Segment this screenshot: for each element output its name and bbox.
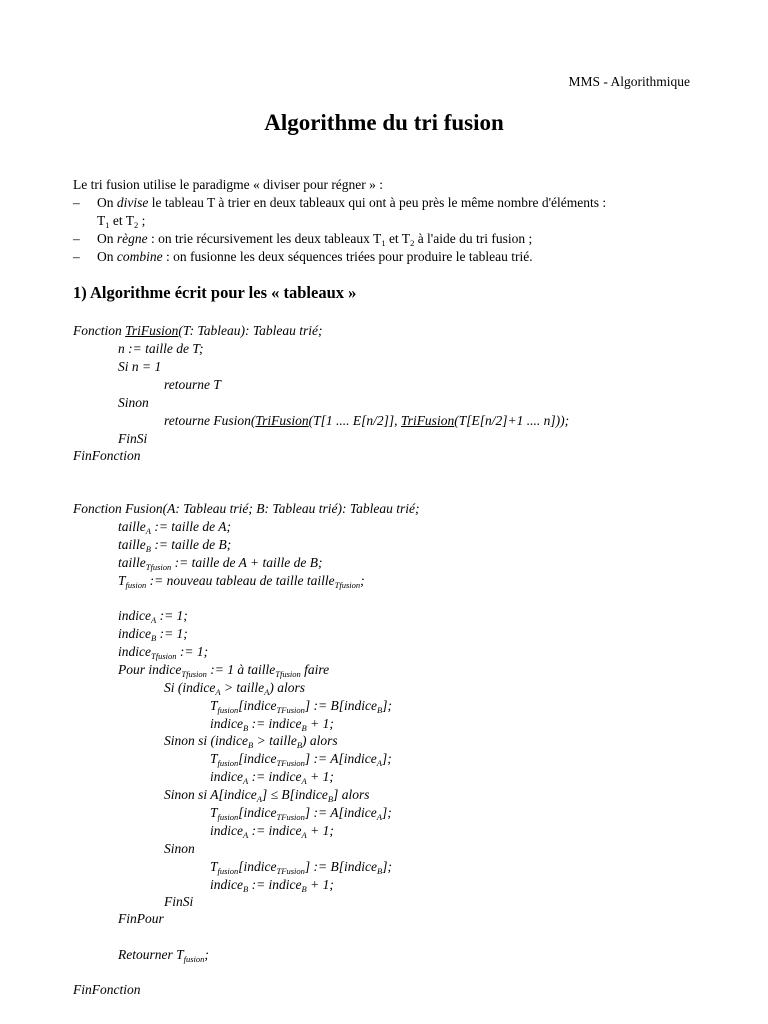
code-line: retourne T — [164, 377, 221, 392]
subscript: A — [151, 615, 157, 625]
code-line — [210, 858, 392, 876]
subscript: TFusion — [276, 705, 305, 715]
subscript: Tfusion — [151, 651, 177, 661]
subscript: A — [243, 776, 249, 786]
bullet-text: On — [97, 249, 117, 264]
text: ; — [138, 213, 146, 228]
subscript: fusion — [217, 812, 239, 822]
code-text: ] := B[indice — [304, 859, 377, 874]
code-text: := taille de B; — [150, 537, 232, 552]
subscript: TFusion — [276, 758, 305, 768]
code-text: [indice — [238, 698, 277, 713]
section-heading: 1) Algorithme écrit pour les « tableaux » — [73, 283, 357, 302]
bullet-emphasis: combine — [116, 249, 163, 264]
code-text: > taille — [220, 680, 265, 695]
code-text: indice — [210, 769, 243, 784]
code-text: := 1; — [156, 608, 188, 623]
code-text: Fonction — [73, 323, 126, 338]
code-line — [118, 554, 322, 572]
code-line: n := taille de T; — [118, 341, 204, 356]
code-text: T — [210, 805, 218, 820]
code-text: ; — [360, 573, 365, 588]
code-text: taille — [118, 537, 146, 552]
code-line: Si n = 1 — [118, 359, 162, 374]
code-text: T — [210, 751, 218, 766]
code-text: [indice — [238, 805, 277, 820]
code-line — [118, 607, 188, 625]
code-text: (T: Tableau): Tableau trié; — [178, 323, 323, 338]
code-line: FinSi — [118, 431, 148, 446]
code-text: := 1; — [156, 626, 188, 641]
subscript: TFusion — [276, 866, 305, 876]
subscript: B — [248, 740, 254, 750]
subscript: B — [377, 866, 383, 876]
code-text: retourne Fusion( — [164, 413, 256, 428]
subscript: A — [145, 526, 151, 536]
code-text: ) alors — [269, 680, 306, 695]
code-text: := indice — [248, 716, 302, 731]
subscript: A — [243, 830, 249, 840]
intro-line: Le tri fusion utilise le paradigme « diviser pour régner » : — [73, 177, 384, 192]
bullet-emphasis: divise — [116, 195, 149, 210]
subscript: 2 — [134, 220, 139, 230]
code-text: indice — [210, 877, 243, 892]
document-header: MMS - Algorithmique — [568, 74, 690, 89]
bullet-dash: – — [73, 231, 80, 246]
code-line: FinSi — [164, 894, 194, 909]
function-name: TriFusion — [400, 413, 455, 428]
code-text: indice — [118, 644, 151, 659]
code-text: ] := A[indice — [304, 751, 377, 766]
code-text: indice — [118, 608, 151, 623]
code-line — [118, 643, 208, 661]
code-line — [118, 518, 231, 536]
subscript: B — [151, 633, 157, 643]
code-line — [118, 536, 231, 554]
subscript: fusion — [183, 954, 205, 964]
bullet-combine — [73, 248, 606, 266]
code-text: (T[1 .... E[n/2]], — [308, 413, 401, 428]
text: et T — [109, 213, 134, 228]
code-line: Sinon — [118, 395, 149, 410]
subscript: TFusion — [276, 812, 305, 822]
code-text: indice — [210, 716, 243, 731]
code-text: + 1; — [306, 769, 334, 784]
code-text: := indice — [248, 823, 302, 838]
code-line — [164, 786, 369, 804]
code-text: := indice — [248, 877, 302, 892]
code-text: ] alors — [333, 787, 370, 802]
code-line — [210, 697, 392, 715]
code-text: := nouveau tableau de taille taille — [146, 573, 335, 588]
subscript: A — [215, 687, 221, 697]
code-text: (T[E[n/2]+1 .... n])); — [454, 413, 570, 428]
code-text: := 1 à taille — [206, 662, 276, 677]
subscript: Tfusion — [334, 580, 361, 590]
text: T — [97, 213, 106, 228]
bullet-text: On — [97, 231, 117, 246]
page-title: Algorithme du tri fusion — [264, 110, 504, 135]
subscript: Tfusion — [275, 669, 301, 679]
subscript: fusion — [125, 580, 147, 590]
code-line — [118, 572, 365, 590]
code-line — [210, 715, 334, 733]
code-line — [210, 804, 392, 822]
code-line — [118, 625, 188, 643]
code-text: Si (indice — [164, 680, 216, 695]
subscript: A — [256, 794, 262, 804]
code-line — [73, 322, 323, 340]
subscript: B — [296, 740, 303, 750]
subscript: B — [377, 705, 383, 715]
subscript: B — [243, 884, 249, 894]
code-text: Sinon si (indice — [164, 733, 248, 748]
subscript: B — [327, 794, 334, 804]
code-text: ) alors — [302, 733, 338, 748]
code-text: taille — [118, 519, 146, 534]
code-line: FinPour — [118, 911, 164, 926]
bullet-text: : on trie récursivement les deux tableaux T — [147, 231, 382, 246]
code-text: := taille de A; — [150, 519, 232, 534]
code-text: := taille de A + taille de B; — [171, 555, 323, 570]
code-text: T — [210, 698, 218, 713]
bullet-emphasis: règne — [116, 231, 148, 246]
code-text: + 1; — [306, 877, 334, 892]
code-text: ]; — [381, 751, 392, 766]
bullet-text: à l'aide du tri fusion ; — [414, 231, 533, 246]
subscript: fusion — [217, 705, 239, 715]
code-text: Sinon si A[indice — [164, 787, 257, 802]
code-text: + 1; — [306, 716, 334, 731]
subscript: A — [376, 758, 382, 768]
bullet-text: et T — [385, 231, 411, 246]
bullet-text: : on fusionne les deux séquences triées pour produire le tableau trié. — [162, 249, 533, 264]
code-text: T — [118, 573, 126, 588]
code-text: > taille — [253, 733, 297, 748]
code-text: Pour indice — [118, 662, 182, 677]
bullet-dash: – — [73, 195, 80, 210]
code-text: ]; — [382, 698, 392, 713]
code-text: faire — [300, 662, 330, 677]
code-text: ; — [204, 947, 209, 962]
code-text: := 1; — [176, 644, 209, 659]
code-line — [210, 876, 334, 894]
code-text: [indice — [238, 751, 277, 766]
code-text: := indice — [248, 769, 302, 784]
code-text: Retourner T — [118, 947, 184, 962]
function-name: TriFusion — [255, 413, 309, 428]
code-line: FinFonction — [73, 448, 141, 463]
subscript: A — [301, 830, 307, 840]
code-text: ]; — [382, 859, 392, 874]
subscript: 1 — [381, 238, 386, 248]
code-line — [210, 750, 392, 768]
subscript: Tfusion — [145, 562, 172, 572]
subscript: B — [301, 884, 307, 894]
subscript: Tfusion — [181, 669, 207, 679]
subscript: A — [301, 776, 307, 786]
subscript: 1 — [105, 220, 110, 230]
code-text: ] ≤ B[indice — [261, 787, 328, 802]
subscript: A — [264, 687, 270, 697]
subscript: fusion — [217, 866, 239, 876]
code-text: [indice — [238, 859, 277, 874]
bullet-dash: – — [73, 249, 80, 264]
code-text: indice — [210, 823, 243, 838]
bullet-continuation — [73, 212, 606, 230]
code-text: T — [210, 859, 218, 874]
code-line — [210, 768, 334, 786]
subscript: B — [301, 723, 307, 733]
subscript: B — [243, 723, 249, 733]
code-line: FinFonction — [73, 982, 141, 997]
code-line — [118, 946, 209, 964]
code-line — [164, 732, 338, 750]
bullet-text: On — [97, 195, 117, 210]
code-line: Sinon — [164, 841, 195, 856]
code-line — [210, 822, 334, 840]
code-text: ]; — [381, 805, 392, 820]
bullet-divise — [73, 194, 606, 212]
code-text: + 1; — [306, 823, 334, 838]
intro-paragraph — [73, 176, 606, 266]
bullet-text: le tableau T à trier en deux tableaux qui ont à peu près le même nombre d'éléments : — [148, 195, 607, 210]
subscript: A — [376, 812, 382, 822]
code-text: taille — [118, 555, 146, 570]
subscript: fusion — [217, 758, 239, 768]
code-text: indice — [118, 626, 151, 641]
subscript: B — [145, 544, 151, 554]
code-line — [164, 679, 305, 697]
code-text: ] := A[indice — [304, 805, 377, 820]
code-line: Fonction Fusion(A: Tableau trié; B: Tableau trié): Tableau trié; — [73, 501, 420, 516]
bullet-regne — [73, 230, 606, 248]
code-line — [164, 412, 569, 430]
code-text: ] := B[indice — [304, 698, 377, 713]
subscript: 2 — [410, 238, 415, 248]
code-line — [118, 661, 329, 679]
function-name: TriFusion — [125, 323, 179, 338]
